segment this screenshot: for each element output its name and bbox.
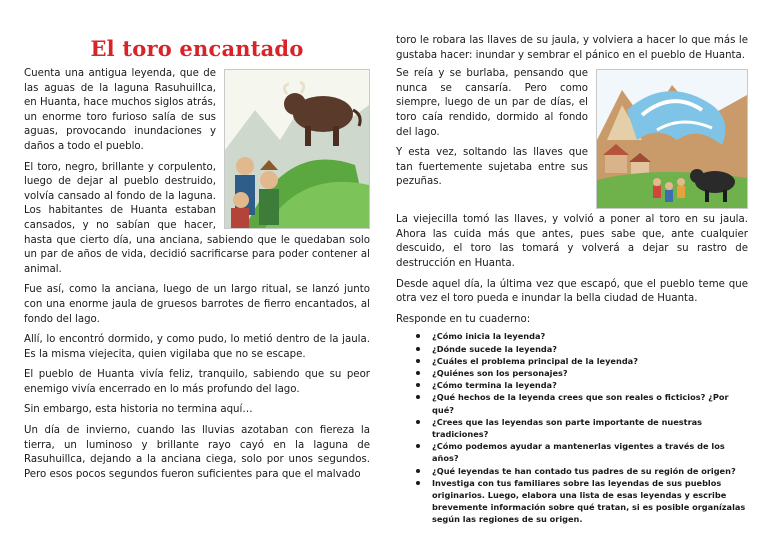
left-column [24,0,370,543]
story-paragraph: Cuenta una antigua leyenda, que de las aguas de la laguna Rasuhuillca, en Huanta, hace muchos siglos atrás, un enorme toro furioso salía de sus aguas, provocando inundaciones y daños a todo el pueblo. [24,68,216,152]
question-text: ¿Cuáles el problema principal de la leyenda? [432,355,638,366]
question-text: ¿Crees que las leyendas son parte importante de nuestras tradiciones? [432,416,703,439]
list-item [432,355,748,367]
list-item [432,330,748,342]
story-paragraph: Y esta vez, soltando las llaves que tan fuertemente sujetaba entre sus pezuñas. [396,147,588,188]
bullet-icon [416,444,420,448]
question-text: ¿Qué hechos de la leyenda crees que son reales o ficticios? ¿Por qué? [432,392,729,415]
questionnaire-heading: Responde en tu cuaderno: [396,313,531,325]
question-text: ¿Cómo inicia la leyenda? [432,331,546,342]
list-item [432,477,748,526]
bullet-icon [416,334,420,338]
story-paragraph: toro le robara las llaves de su jaula, y volviera a hacer lo que más le gustaba hacer: inundar y sembrar el pánico en el pueblo de Huanta. [396,35,748,61]
bullet-icon [416,420,420,424]
question-text: ¿Qué leyendas te han contado tus padres de su región de origen? [432,465,736,476]
bull-on-hill-illustration [224,69,370,229]
bullet-icon [416,359,420,363]
bullet-icon [416,371,420,375]
question-text: ¿Cómo podemos ayudar a mantenerlas vigentes a través de los años? [432,441,725,464]
story-paragraph: Sin embargo, esta historia no termina aquí… [24,404,253,416]
list-item [432,416,748,440]
question-text: ¿Dónde sucede la leyenda? [432,343,558,354]
story-paragraph: La viejecilla tomó las llaves, y volvió a poner al toro en su jaula. Ahora las cuida más que antes, pues sabe que, ante cualquier descuido, el toro las tomará y volverá a dejar su rastro de destrucción en Huanta. [396,214,748,269]
list-item [432,367,748,379]
story-title: El toro encantado [90,36,304,61]
list-item [432,343,748,355]
story-paragraph: Allí, lo encontró dormido, y como pudo, lo metió dentro de la jaula. Es la misma viejecita, quien vigilaba que no se escape. [24,334,370,360]
question-text: ¿Quiénes son los personajes? [432,367,568,378]
flood-village-illustration [596,69,748,209]
list-item [432,440,748,464]
story-paragraph: Se reía y se burlaba, pensando que nunca se cansaría. Pero como siempre, luego de un par de días, el toro caía rendido, dormido al fondo del lago. [396,68,588,138]
story-paragraph: Desde aquel día, la última vez que escapó, que el pueblo teme que otra vez el toro pueda e inundar la bella ciudad de Huanta. [396,278,748,305]
story-paragraph: El toro, negro, brillante y corpulento, luego de dejar al pueblo destruido, volvía cansado al fondo de la laguna. Los habitantes de Huanta estaban cansados, y no sabían que hacer, hasta que cierto día, una anciana, sabiendo que le quedaban solo un par de años de vida, decidió sacrificarse para poder contener al animal. [24,161,370,275]
list-item [432,379,748,391]
right-column [396,0,748,543]
list-item [432,465,748,477]
bullet-icon [416,481,420,485]
bullet-icon [416,383,420,387]
question-text: ¿Cómo termina la leyenda? [432,380,557,391]
question-list [396,330,748,525]
story-paragraph: El pueblo de Huanta vivía feliz, tranquilo, sabiendo que su peor enemigo vivía encerrado en lo más profundo del lago. [24,369,370,395]
story-paragraph: Fue así, como la anciana, luego de un largo ritual, se lanzó junto con una enorme jaula de gruesos barrotes de fierro encantados, al fondo del lago. [24,284,370,325]
story-paragraph: Un día de invierno, cuando las lluvias azotaban con fiereza la tierra, un luminoso y brillante rayo cayó en la laguna de Rasuhuillca, dejando a la anciana ciega, solo por unos segundos. Pero esos pocos segundos fueron suficientes para que el malvado [24,425,370,480]
question-text: Investiga con tus familiares sobre las leyendas de sus pueblos originarios. Luego, elabora una lista de esas leyendas y escribe brevemente información sobre qué tratan, si es posible organízalas según las regiones de su origen. [432,477,746,525]
bullet-icon [416,395,420,399]
list-item [432,391,748,415]
bullet-icon [416,347,420,351]
bullet-icon [416,469,420,473]
